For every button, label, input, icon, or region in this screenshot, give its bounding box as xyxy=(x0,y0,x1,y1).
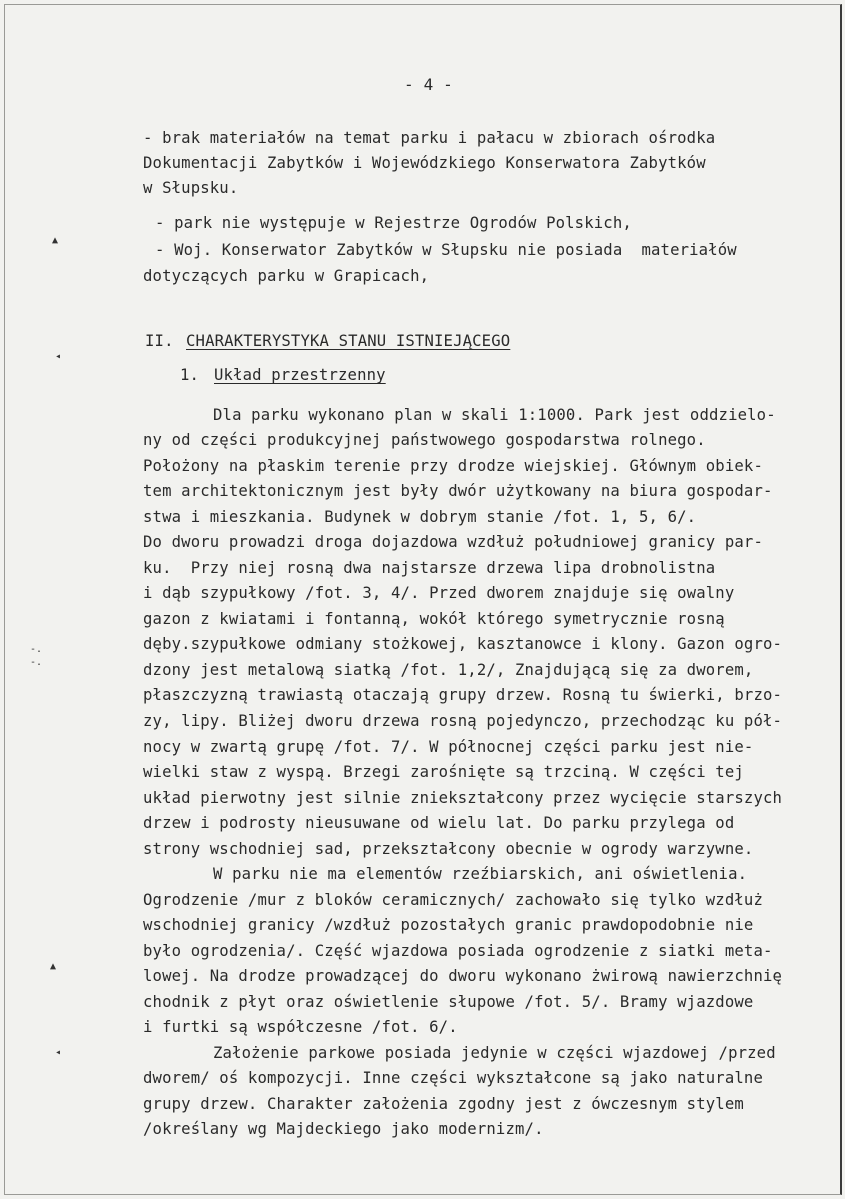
intro-line: dotyczących parku w Grapicach, xyxy=(143,267,430,285)
body-line: Ogrodzenie /mur z bloków ceramicznych/ zachowało się tylko wzdłuż xyxy=(143,891,763,909)
margin-mark: ◂ xyxy=(55,1047,62,1058)
body-line: chodnik z płyt oraz oświetlenie słupowe /fot. 5/. Bramy wjazdowe xyxy=(143,993,754,1011)
body-line: dęby.szypułkowe odmiany stożkowej, kasztanowce i klony. Gazon ogro- xyxy=(143,635,783,653)
margin-mark: ▲ xyxy=(50,961,57,972)
body-line: układ pierwotny jest silnie zniekształcony przez wycięcie starszych xyxy=(143,789,783,807)
body-line: zy, lipy. Bliżej dworu drzewa rosną pojedynczo, przechodząc ku pół- xyxy=(143,712,783,730)
body-line: ku. Przy niej rosną dwa najstarsze drzewa lipa drobnolistna xyxy=(143,559,716,577)
body-line: grupy drzew. Charakter założenia zgodny jest z ówczesnym stylem xyxy=(143,1095,744,1113)
body-line: dworem/ oś kompozycji. Inne części wykształcone są jako naturalne xyxy=(143,1069,763,1087)
subsection-number: 1. xyxy=(180,366,200,384)
subsection-title: Układ przestrzenny xyxy=(214,366,386,384)
body-line: Założenie parkowe posiada jedynie w części wjazdowej /przed xyxy=(213,1044,776,1062)
intro-line: - Woj. Konserwator Zabytków w Słupsku nie posiada materiałów xyxy=(155,241,737,259)
body-line: i dąb szypułkowy /fot. 3, 4/. Przed dworem znajduje się owalny xyxy=(143,584,735,602)
margin-mark: ▲ xyxy=(52,235,59,246)
section-number: II. xyxy=(145,332,174,350)
margin-mark: ‐. xyxy=(30,644,43,655)
body-line: Dla parku wykonano plan w skali 1:1000. Park jest oddzielo- xyxy=(213,406,776,424)
body-line: nocy w zwartą grupę /fot. 7/. W północnej części parku jest nie- xyxy=(143,738,754,756)
body-line: tem architektonicznym jest były dwór użytkowany na biura gospodar- xyxy=(143,482,773,500)
intro-line: - park nie występuje w Rejestrze Ogrodów Polskich, xyxy=(155,214,632,232)
intro-line: Dokumentacji Zabytków i Wojewódzkiego Konserwatora Zabytków xyxy=(143,154,706,172)
body-line: było ogrodzenia/. Część wjazdowa posiada ogrodzenie z siatki meta- xyxy=(143,942,773,960)
body-line: i furtki są współczesne /fot. 6/. xyxy=(143,1018,458,1036)
intro-line: - brak materiałów na temat parku i pałacu w zbiorach ośrodka xyxy=(143,129,716,147)
body-line: gazon z kwiatami i fontanną, wokół którego symetrycznie rosną xyxy=(143,610,725,628)
body-line: Do dworu prowadzi droga dojazdowa wzdłuż południowej granicy par- xyxy=(143,533,763,551)
body-line: ny od części produkcyjnej państwowego gospodarstwa rolnego. xyxy=(143,431,706,449)
body-line: wschodniej granicy /wzdłuż pozostałych granic prawdopodobnie nie xyxy=(143,916,754,934)
page-number: - 4 - xyxy=(404,75,453,94)
intro-line: w Słupsku. xyxy=(143,179,239,197)
body-line: dzony jest metalową siatką /fot. 1,2/, Znajdującą się za dworem, xyxy=(143,661,754,679)
body-line: W parku nie ma elementów rzeźbiarskich, ani oświetlenia. xyxy=(213,865,748,883)
margin-mark: ‐. xyxy=(30,657,43,668)
body-line: Położony na płaskim terenie przy drodze wiejskiej. Głównym obiek- xyxy=(143,457,763,475)
body-line: stwa i mieszkania. Budynek w dobrym stanie /fot. 1, 5, 6/. xyxy=(143,508,697,526)
body-line: lowej. Na drodze prowadzącej do dworu wykonano żwirową nawierzchnię xyxy=(143,967,783,985)
body-line: płaszczyzną trawiastą otaczają grupy drzew. Rosną tu świerki, brzo- xyxy=(143,686,783,704)
body-line: drzew i podrosty nieusuwane od wielu lat. Do parku przylega od xyxy=(143,814,735,832)
body-line: /określany wg Majdeckiego jako modernizm/. xyxy=(143,1120,544,1138)
margin-mark: ◂ xyxy=(55,351,62,362)
section-title: CHARAKTERYSTYKA STANU ISTNIEJĄCEGO xyxy=(186,332,511,350)
body-line: wielki staw z wyspą. Brzegi zarośnięte są trzciną. W części tej xyxy=(143,763,744,781)
body-line: strony wschodniej sad, przekształcony obecnie w ogrody warzywne. xyxy=(143,840,754,858)
